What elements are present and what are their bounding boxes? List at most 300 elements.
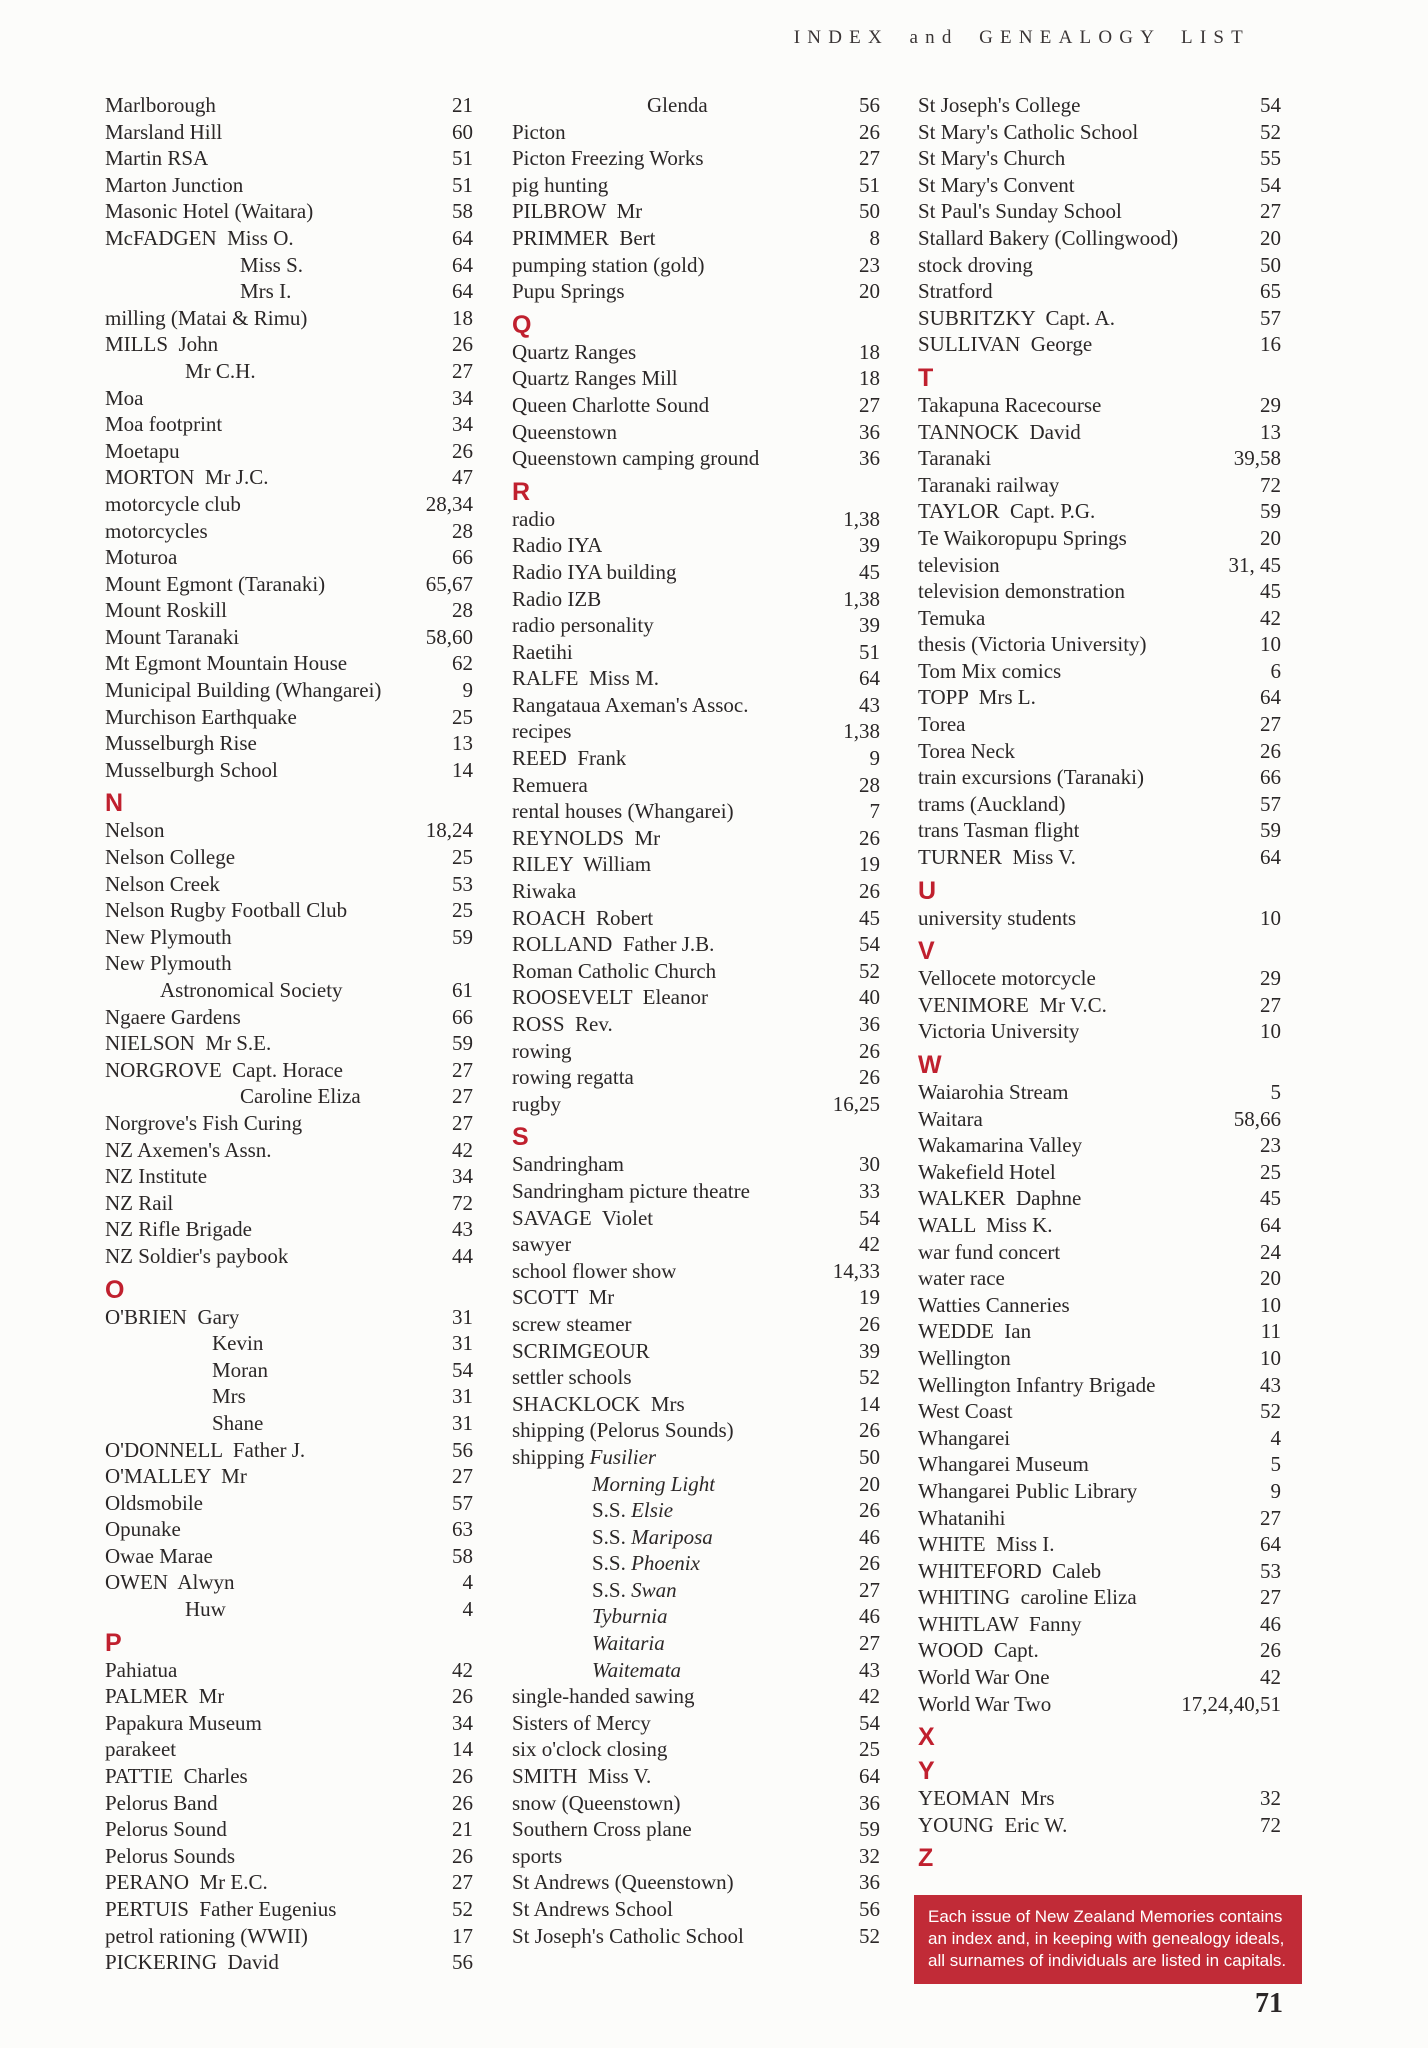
index-entry [105, 1923, 473, 1950]
index-entry [105, 817, 473, 844]
entry-pages: 46 [1260, 1611, 1281, 1636]
note-line: Each issue of New Zealand Memories contains [928, 1907, 1283, 1926]
entry-name: Waitemata [592, 1657, 682, 1682]
entry-name: Murchison Earthquake [105, 704, 297, 729]
entry-pages: 23 [1260, 1133, 1281, 1158]
index-entry [512, 1869, 880, 1896]
entry-pages: 11 [1260, 1319, 1281, 1344]
entry-name: Whatanihi [918, 1505, 1006, 1530]
entry-pages: 7 [869, 799, 880, 824]
index-entry [105, 1949, 473, 1976]
entry-pages: 33 [859, 1178, 880, 1203]
entry-pages: 9 [1270, 1478, 1281, 1503]
index-entry [105, 198, 473, 225]
entry-name: O'DONNELL Father J. [105, 1437, 306, 1462]
entry-pages: 20 [1260, 225, 1281, 250]
index-entry [918, 278, 1281, 305]
entry-name: pig hunting [512, 172, 609, 197]
entry-pages: 45 [859, 559, 880, 584]
entry-pages: 4 [462, 1570, 473, 1595]
entry-pages: 26 [859, 1038, 880, 1063]
index-entry [105, 1163, 473, 1190]
entry-name: Pelorus Band [105, 1790, 218, 1815]
index-entry [918, 1425, 1281, 1452]
entry-name: WALKER Daphne [918, 1186, 1082, 1211]
index-entry [105, 1437, 473, 1464]
entry-pages: 27 [1260, 1585, 1281, 1610]
entry-name: Picton Freezing Works [512, 146, 704, 171]
letter-heading-P: P [105, 1628, 122, 1657]
entry-pages: 58 [452, 1543, 473, 1568]
entry-name: television [918, 552, 1000, 577]
entry-pages: 36 [859, 1790, 880, 1815]
index-entry [918, 445, 1281, 472]
index-entry [918, 817, 1281, 844]
index-entry [918, 1691, 1281, 1718]
index-entry [105, 597, 473, 624]
index-entry [105, 1057, 473, 1084]
entry-pages: 66 [452, 545, 473, 570]
index-entry [918, 631, 1281, 658]
index-entry [105, 464, 473, 491]
index-entry [918, 331, 1281, 358]
index-entry [105, 1216, 473, 1243]
entry-name: WALL Miss K. [918, 1212, 1053, 1237]
index-entry [512, 1151, 880, 1178]
index-entry [918, 525, 1281, 552]
letter-heading-X: X [918, 1723, 935, 1752]
entry-pages: 39,58 [1233, 446, 1281, 471]
entry-pages: 46 [859, 1604, 880, 1629]
entry-name: Moturoa [105, 545, 178, 570]
entry-name: pumping station (gold) [512, 252, 705, 277]
entry-name: Wakamarina Valley [918, 1133, 1083, 1158]
letter-heading-Y: Y [918, 1757, 935, 1786]
entry-pages: 64 [1260, 1212, 1281, 1237]
entry-pages: 45 [859, 905, 880, 930]
entry-pages: 26 [452, 1684, 473, 1709]
index-entry [512, 1231, 880, 1258]
entry-pages: 14 [859, 1391, 880, 1416]
entry-name: Moa [105, 385, 144, 410]
entry-name: WHITING caroline Eliza [918, 1585, 1137, 1610]
index-entry [105, 924, 473, 951]
entry-pages: 28 [452, 518, 473, 543]
entry-pages: 45 [1260, 1186, 1281, 1211]
index-entry [105, 145, 473, 172]
index-entry [105, 305, 473, 332]
entry-name: Wakefield Hotel [918, 1159, 1056, 1184]
entry-name: Papakura Museum [105, 1710, 262, 1735]
entry-pages: 27 [1260, 712, 1281, 737]
entry-pages: 34 [452, 1164, 473, 1189]
entry-name: radio [512, 506, 556, 531]
entry-name: SMITH Miss V. [512, 1764, 652, 1789]
entry-pages: 57 [1260, 791, 1281, 816]
entry-name: shipping (Pelorus Sounds) [512, 1418, 734, 1443]
index-entry [918, 1185, 1281, 1212]
entry-name: REED Frank [512, 746, 627, 771]
entry-pages: 27 [452, 1870, 473, 1895]
entry-pages: 47 [452, 465, 473, 490]
entry-name: Stallard Bakery (Collingwood) [918, 225, 1179, 250]
entry-name: Mount Egmont (Taranaki) [105, 571, 326, 596]
entry-pages: 4 [462, 1597, 473, 1622]
entry-pages: 54 [452, 1357, 473, 1382]
entry-name: train excursions (Taranaki) [918, 765, 1144, 790]
index-entry [512, 825, 880, 852]
entry-pages: 59 [1260, 818, 1281, 843]
entry-pages: 10 [1260, 905, 1281, 930]
entry-pages: 56 [452, 1950, 473, 1975]
entry-pages: 28 [452, 598, 473, 623]
entry-name: Radio IZB [512, 586, 602, 611]
entry-name: rental houses (Whangarei) [512, 799, 734, 824]
entry-pages: 32 [1260, 1786, 1281, 1811]
entry-name: WOOD Capt. [918, 1638, 1039, 1663]
entry-pages: 64 [1260, 1532, 1281, 1557]
index-entry [918, 1531, 1281, 1558]
entry-pages: 19 [859, 852, 880, 877]
entry-pages: 26 [1260, 738, 1281, 763]
index-entry [918, 1239, 1281, 1266]
entry-pages: 20 [859, 279, 880, 304]
entry-pages: 26 [859, 1418, 880, 1443]
entry-pages: 42 [859, 1684, 880, 1709]
entry-name: St Mary's Convent [918, 172, 1075, 197]
entry-pages: 18 [452, 305, 473, 330]
entry-pages: 28 [859, 772, 880, 797]
entry-name: Masonic Hotel (Waitara) [105, 199, 314, 224]
index-entry [512, 665, 880, 692]
entry-pages: 62 [452, 651, 473, 676]
index-entry [105, 1683, 473, 1710]
index-entry [918, 252, 1281, 279]
entry-pages: 26 [452, 1843, 473, 1868]
index-entry [105, 1869, 473, 1896]
index-entry [512, 851, 880, 878]
letter-heading-U: U [918, 876, 937, 905]
index-entry [105, 1763, 473, 1790]
entry-pages: 40 [859, 985, 880, 1010]
entry-pages: 54 [859, 1710, 880, 1735]
entry-pages: 60 [452, 119, 473, 144]
entry-name: NORGROVE Capt. Horace [105, 1057, 343, 1082]
entry-pages: 18,24 [425, 818, 473, 843]
entry-pages: 52 [859, 1365, 880, 1390]
index-entry [512, 586, 880, 613]
entry-name: Pelorus Sound [105, 1817, 227, 1842]
entry-pages: 52 [1260, 119, 1281, 144]
letter-heading-W: W [918, 1051, 942, 1079]
index-entry [512, 1471, 880, 1498]
index-entry [105, 1657, 473, 1684]
index-entry [918, 1478, 1281, 1505]
index-entry [918, 1318, 1281, 1345]
entry-name: McFADGEN Miss O. [105, 225, 294, 250]
index-entry [512, 772, 880, 799]
index-entry [918, 92, 1281, 119]
index-entry [105, 1516, 473, 1543]
index-entry [105, 871, 473, 898]
entry-name: Takapuna Racecourse [918, 392, 1102, 417]
entry-name: West Coast [918, 1399, 1013, 1424]
index-entry [105, 544, 473, 571]
entry-name: NZ Institute [105, 1164, 208, 1189]
entry-pages: 42 [1260, 1665, 1281, 1690]
entry-name: YEOMAN Mrs [918, 1786, 1055, 1811]
entry-name: Taranaki railway [918, 472, 1060, 497]
entry-pages: 29 [1260, 392, 1281, 417]
entry-name: Musselburgh Rise [105, 731, 257, 756]
entry-pages: 44 [452, 1243, 473, 1268]
entry-pages: 52 [859, 1923, 880, 1948]
entry-pages: 14 [452, 757, 473, 782]
entry-pages: 52 [859, 958, 880, 983]
entry-pages: 57 [1260, 305, 1281, 330]
index-entry [512, 252, 880, 279]
index-entry [918, 905, 1281, 932]
entry-name: O'MALLEY Mr [105, 1464, 247, 1489]
entry-name: Waitaria [592, 1631, 665, 1656]
entry-name: Nelson College [105, 845, 236, 870]
entry-name: TOPP Mrs L. [918, 685, 1036, 710]
index-entry [918, 1637, 1281, 1664]
entry-pages: 1,38 [843, 586, 880, 611]
index-entry [512, 1311, 880, 1338]
entry-name: stock droving [918, 252, 1033, 277]
entry-pages: 64 [452, 279, 473, 304]
entry-name: WHITEFORD Caleb [918, 1558, 1102, 1583]
entry-name: Morning Light [592, 1471, 716, 1496]
entry-pages: 54 [859, 1205, 880, 1230]
entry-name: university students [918, 905, 1077, 930]
entry-pages: 26 [452, 1790, 473, 1815]
index-entry [918, 1345, 1281, 1372]
entry-pages: 31 [452, 1410, 473, 1435]
entry-pages: 56 [859, 1897, 880, 1921]
index-entry [512, 931, 880, 958]
entry-pages: 9 [462, 678, 473, 703]
entry-name: World War One [918, 1665, 1050, 1690]
index-entry [918, 472, 1281, 499]
entry-pages: 55 [1260, 146, 1281, 171]
index-entry [512, 1391, 880, 1418]
entry-name: trans Tasman flight [918, 818, 1080, 843]
entry-name: Wellington Infantry Brigade [918, 1372, 1156, 1397]
index-entry [512, 1683, 880, 1710]
index-entry [512, 225, 880, 252]
entry-name: Temuka [918, 605, 986, 630]
index-entry [512, 1011, 880, 1038]
index-entry [512, 1444, 880, 1471]
entry-name: Mount Roskill [105, 598, 227, 623]
entry-name: Radio IYA building [512, 559, 677, 584]
index-entry [105, 1790, 473, 1817]
index-entry [105, 1736, 473, 1763]
entry-name: Quartz Ranges Mill [512, 366, 678, 391]
entry-name: WEDDE Ian [918, 1319, 1032, 1344]
entry-name: Moetapu [105, 438, 180, 463]
index-entry [105, 1330, 473, 1357]
index-entry [512, 1577, 880, 1604]
index-entry [512, 1710, 880, 1737]
index-entry [512, 278, 880, 305]
entry-name: O'BRIEN Gary [105, 1304, 240, 1329]
entry-pages: 50 [1260, 252, 1281, 277]
entry-name: Whangarei Museum [918, 1452, 1089, 1477]
entry-pages: 27 [1260, 1505, 1281, 1530]
entry-name: St Mary's Church [918, 146, 1066, 171]
index-entry [105, 650, 473, 677]
entry-name: Picton [512, 119, 566, 144]
entry-name: motorcycles [105, 518, 208, 543]
index-entry [512, 1816, 880, 1843]
index-entry [105, 172, 473, 199]
entry-name: recipes [512, 719, 572, 744]
entry-pages: 25 [452, 845, 473, 870]
entry-name: Shane [212, 1410, 264, 1435]
entry-name: PERANO Mr E.C. [105, 1870, 268, 1895]
entry-name: Huw [185, 1597, 226, 1622]
entry-name: Tyburnia [592, 1604, 668, 1629]
entry-name: New Plymouth [105, 951, 232, 976]
entry-name: Marton Junction [105, 172, 244, 197]
entry-name: REYNOLDS Mr [512, 825, 661, 850]
index-entry [918, 1132, 1281, 1159]
entry-name: Whangarei Public Library [918, 1478, 1138, 1503]
entry-name: Stratford [918, 279, 993, 304]
index-entry [512, 1630, 880, 1657]
index-entry [512, 1258, 880, 1285]
index-entry [105, 1410, 473, 1437]
index-entry [105, 1383, 473, 1410]
index-entry [512, 1178, 880, 1205]
index-entry [105, 844, 473, 871]
index-entry [918, 684, 1281, 711]
index-entry [512, 145, 880, 172]
entry-name: rowing regatta [512, 1065, 634, 1090]
entry-name: Mrs [212, 1384, 246, 1409]
entry-name: MILLS John [105, 332, 219, 357]
entry-pages: 25 [1260, 1159, 1281, 1184]
entry-pages: 64 [1260, 685, 1281, 710]
entry-pages: 26 [859, 825, 880, 850]
entry-name: milling (Matai & Rimu) [105, 305, 308, 330]
entry-pages: 58 [452, 199, 473, 224]
entry-pages: 51 [859, 639, 880, 664]
entry-name: NZ Rifle Brigade [105, 1217, 252, 1242]
entry-pages: 26 [859, 1065, 880, 1090]
index-entry [918, 791, 1281, 818]
index-entry [105, 1137, 473, 1164]
index-entry [918, 1372, 1281, 1399]
index-entry [512, 392, 880, 419]
index-entry [918, 1611, 1281, 1638]
letter-heading-S: S [512, 1123, 529, 1152]
index-entry [918, 172, 1281, 199]
index-entry [512, 745, 880, 772]
entry-pages: 25 [452, 898, 473, 923]
entry-name: Sisters of Mercy [512, 1710, 651, 1735]
index-entry [918, 1664, 1281, 1691]
index-entry [105, 1543, 473, 1570]
entry-name: Tom Mix comics [918, 658, 1062, 683]
entry-name: trams (Auckland) [918, 791, 1066, 816]
index-entry [105, 1004, 473, 1031]
entry-name: Moran [212, 1357, 268, 1382]
index-entry [105, 358, 473, 385]
entry-name: S.S. Swan [592, 1577, 677, 1602]
entry-pages: 26 [452, 438, 473, 463]
index-entry [918, 1505, 1281, 1532]
entry-pages: 17 [452, 1923, 473, 1948]
entry-pages: 58,60 [425, 624, 473, 649]
entry-pages: 57 [452, 1490, 473, 1515]
entry-name: SHACKLOCK Mrs [512, 1391, 685, 1416]
index-entry [512, 905, 880, 932]
index-entry [918, 605, 1281, 632]
entry-name: WHITLAW Fanny [918, 1611, 1082, 1636]
entry-pages: 30 [859, 1152, 880, 1177]
entry-name: Miss S. [240, 252, 304, 277]
index-entry [918, 498, 1281, 525]
entry-pages: 43 [1260, 1372, 1281, 1397]
entry-pages: 26 [859, 879, 880, 904]
index-entry [512, 506, 880, 533]
entry-pages: 54 [1260, 93, 1281, 117]
index-entry [918, 1265, 1281, 1292]
entry-pages: 26 [1260, 1638, 1281, 1663]
entry-name: PALMER Mr [105, 1684, 225, 1709]
entry-pages: 42 [1260, 605, 1281, 630]
entry-name: OWEN Alwyn [105, 1570, 235, 1595]
entry-pages: 17,24,40,51 [1181, 1691, 1281, 1716]
entry-name: Mt Egmont Mountain House [105, 651, 348, 676]
index-entry [512, 1284, 880, 1311]
index-entry [512, 1338, 880, 1365]
entry-name: Nelson Rugby Football Club [105, 898, 348, 923]
entry-name: Musselburgh School [105, 757, 278, 782]
index-entry [918, 1558, 1281, 1585]
entry-name: S.S. Mariposa [592, 1524, 713, 1549]
entry-name: parakeet [105, 1737, 177, 1762]
entry-pages: 31 [452, 1384, 473, 1409]
entry-pages: 18 [859, 339, 880, 364]
index-entry [105, 950, 473, 977]
entry-pages: 9 [869, 746, 880, 771]
note-line: all surnames of individuals are listed in capitals. [928, 1951, 1287, 1970]
entry-name: Glenda [647, 93, 708, 117]
index-entry [918, 1292, 1281, 1319]
entry-name: shipping Fusilier [512, 1444, 657, 1469]
entry-name: Caroline Eliza [240, 1084, 361, 1109]
entry-name: TAYLOR Capt. P.G. [918, 499, 1096, 524]
entry-pages: 10 [1260, 1019, 1281, 1044]
entry-pages: 72 [1260, 1812, 1281, 1837]
entry-pages: 34 [452, 385, 473, 410]
index-entry [105, 385, 473, 412]
entry-name: Remuera [512, 772, 588, 797]
entry-pages: 10 [1260, 1292, 1281, 1317]
index-entry [512, 1417, 880, 1444]
index-entry [918, 198, 1281, 225]
entry-name: ROOSEVELT Eleanor [512, 985, 708, 1010]
index-entry [105, 438, 473, 465]
index-entry [918, 1018, 1281, 1045]
entry-name: Moa footprint [105, 412, 223, 437]
entry-name: Te Waikoropupu Springs [918, 525, 1127, 550]
